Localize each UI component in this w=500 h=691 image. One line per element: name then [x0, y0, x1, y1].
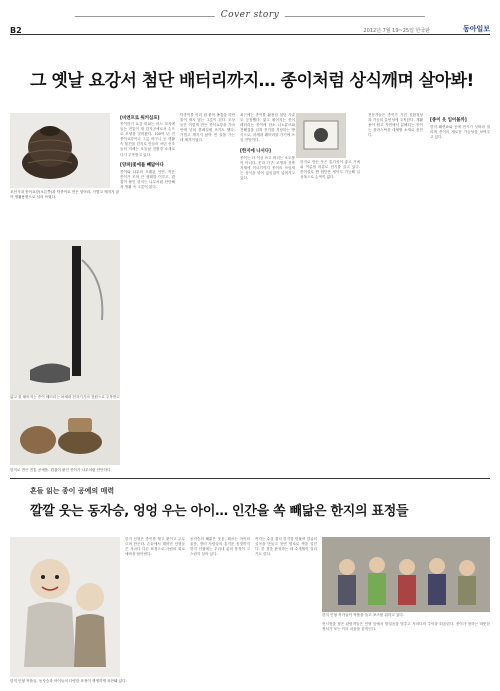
column-subhead: [종이 옷 입어볼까] [430, 118, 467, 123]
article2-column-2 [190, 537, 250, 675]
paper-craft-photo [10, 400, 120, 465]
article1-column-5 [368, 113, 423, 468]
lower-photo-caption: 한지 인형 작품들. 동자승과 아이들의 다양한 표정이 생생하게 표현돼 있다. [10, 679, 127, 683]
publisher-logo: 동아일보 [462, 25, 490, 33]
body-text: 한지 패션쇼와 공예 전시가 잇따라 열리며 종이의 새로운 가능성을 보여주고 있다. [430, 125, 490, 140]
article2-subhead: 흔들 읽는 종이 공예의 매력 [30, 487, 115, 495]
body-text: 동자승의 해맑은 웃음, 떼쓰는 아이의 울음, 장터 사람들의 흥겨운 몸짓까지 한지 인형에는 우리네 삶의 풍경이 고스란히 살아 있다. [190, 537, 250, 557]
photo3-caption: 한지로 만든 전통 공예품. 겹겹이 붙인 종이가 나무처럼 단단하다. [10, 468, 112, 472]
body-text: 전문가들은 종이가 가진 친환경성과 가공의 유연성에 주목한다. 재활용이 쉽고 자연에서 분해되는 종이는 플라스틱을 대체할 소재로 꼽힌다. [368, 113, 423, 138]
body-text: 종이하기 요강 비와는 어느 모지에 들는 전통이 재 한지공예로서 손으로 모양을 빚어왔다. 100여 년 전 종이요강이나 그릇 바구니 등 생활 속 물건을 한지로 만들어 쓰던 선조들의 지혜는 오늘날 친환경 소재로 다시 주목받고 있다. [120, 122, 175, 157]
article2-column-1 [125, 537, 185, 675]
article2-column-4 [322, 622, 490, 677]
paper-battery-photo [10, 240, 120, 395]
article1-column-4 [300, 160, 360, 468]
group-photo-caption: 한지 인형 작가들이 작품을 들고 포즈를 취하고 있다. [322, 613, 405, 617]
date-line: 2012년 7월 19~25일 한국판 [363, 28, 430, 34]
body-text: 닥종이를 여러 겹 붙여 옻칠을 하면 물이 새지 않는 그릇이 된다. 조상들은 이렇게 만든 종이요강을 가마 안에 넣어 혼례길에 쓰기도 했다. 가볍고 깨지지 않아 먼 길을 가는 데 제격이었다. [180, 113, 235, 143]
section-divider [10, 478, 490, 479]
body-text: 작가는 수십 겹의 한지를 덧붙여 얼굴의 굴곡을 만들고 천연 염료로 색을 입힌다. 한 점을 완성하는 데 수개월이 걸리기도 한다. [255, 537, 317, 557]
body-text: 종이와 나무의 오래된 인연. 작은 종이가 모여 큰 형태를 이루고, 겹겹이 붙인 한지는 나무처럼 단단해져 생활 속 그릇이 된다. [120, 169, 175, 189]
article2-headline: 깔깔 웃는 동자승, 엉엉 우는 아이… 인간을 쏙 빼닮은 한지의 표정들 [30, 504, 409, 519]
body-text: 종이는 더 이상 쓰고 버리는 소모품이 아니다. 옷과 가구, 조명과 건축 자재에 이르기까지 종이의 쓰임새는 상식을 넘어 끊임없이 넓어지고 있다. [240, 155, 295, 180]
article1-column-2 [180, 113, 235, 468]
column-subhead: [양파]꽃에를 빼닮아다 [120, 162, 164, 168]
paper-jar-photo [10, 113, 110, 188]
column-subhead: [비엔프로 워커십포] [120, 116, 160, 121]
hanji-doll-photo [10, 537, 120, 677]
page-number: B2 [10, 26, 22, 35]
article1-column-3 [240, 113, 295, 468]
page-header [10, 8, 490, 34]
article1-column-6 [430, 113, 490, 468]
body-text: 전시장을 찾은 관람객들은 인형 앞에서 발걸음을 멈추고 저마다의 추억을 떠올린다. 종이가 전하는 따뜻한 정서가 보는 이의 마음을 움직인다. [322, 622, 490, 632]
section-tag: Cover story [220, 10, 280, 20]
artists-group-photo [322, 537, 490, 612]
battery-sheet-photo [296, 113, 346, 158]
body-text: 한지 인형은 종이를 찢고 붙이고 주무르며 만든다. 손끝에서 태어난 인형들은 저마다 다른 표정으로 사람의 희로애락을 담아낸다. [125, 537, 185, 557]
header-rule [10, 34, 490, 35]
photo2-caption: 얇고 잘 휘어지는 종이 배터리는 차세대 전자기기의 전원으로 주목받고 [10, 395, 120, 399]
body-text: 최근에는 종이를 활용한 첨단 기술도 등장했다. 얇고 휘어지는 종이 배터리는 종이에 탄소 나노튜브와 전해질을 입혀 전기를 저장하는 방식으로, 차세대 웨어러블 기기에 쓰일 전망이다. [240, 113, 295, 143]
photo1-caption: 조선시대 종이요강(오른쪽)과 닥종이로 만든 항아리. 가볍고 깨지지 않아 생활용품으로 널리 쓰였다. [10, 190, 120, 199]
article2-column-3 [255, 537, 317, 675]
article1-column-1 [120, 113, 175, 468]
column-subhead: [한지에 나서다] [240, 148, 271, 154]
body-text: 한지로 만든 옷은 통기성이 좋고 가벼워 여름철 의류로 인기를 끌고 있다. 종이실로 짠 원단은 세탁도 가능해 일상복으로 손색이 없다. [300, 160, 360, 180]
main-headline: 그 옛날 요강서 첨단 배터리까지… 종이처럼 상식깨며 살아봐! [30, 71, 474, 91]
